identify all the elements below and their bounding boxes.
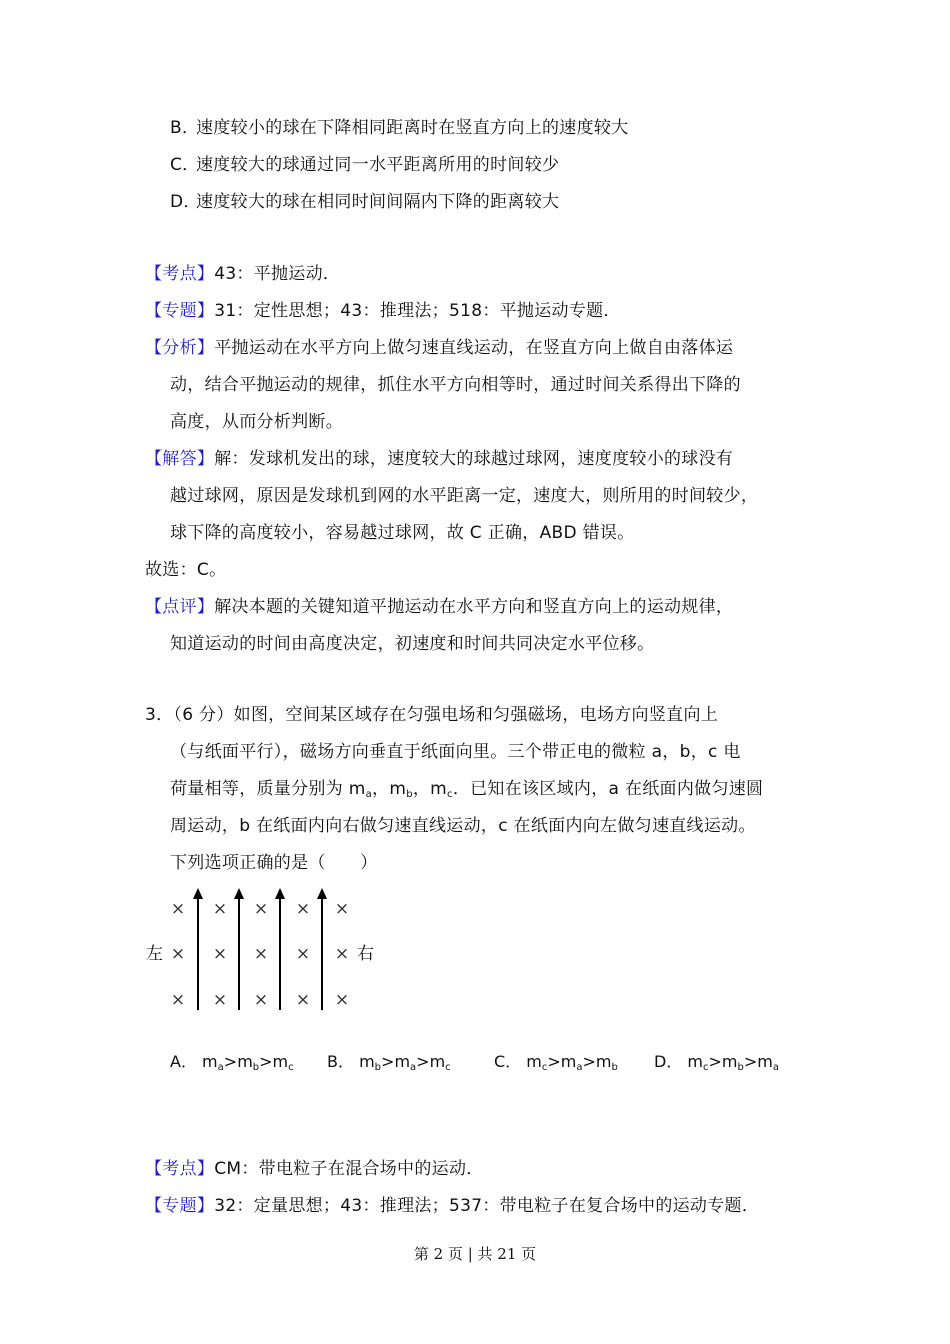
question-line-2: （与纸面平行），磁场方向垂直于纸面向里。三个带正电的微粒 a，b，c 电: [170, 742, 741, 762]
magnetic-cross-icon: ×: [295, 944, 311, 964]
section-text: CM：带电粒子在混合场中的运动．: [214, 1159, 484, 1179]
section-tag: 【专题】: [145, 301, 215, 321]
dianping-q2: [145, 595, 733, 619]
text-part: ．已知在该区域内，a 在纸面内做匀速圆: [452, 779, 764, 799]
text-part: >m: [259, 1052, 289, 1071]
magnetic-cross-icon: ×: [170, 990, 186, 1010]
question-3-stem: [145, 703, 718, 727]
option-label: D．: [170, 192, 201, 212]
choice-d: [654, 1050, 779, 1080]
section-tag: 【点评】: [145, 597, 215, 617]
subscript: c: [288, 1062, 294, 1073]
choice-label: B．: [327, 1052, 354, 1071]
text-part: m: [526, 1052, 542, 1071]
text-part: >m: [381, 1052, 411, 1071]
option-text: 速度较小的球在下降相同距离时在竖直方向上的速度较大: [196, 118, 629, 138]
text-part: >m: [708, 1052, 738, 1071]
choice-b: [327, 1050, 451, 1080]
section-tag: 【解答】: [145, 449, 215, 469]
magnetic-cross-icon: ×: [295, 899, 311, 919]
jieda-q2: [145, 447, 733, 471]
electric-field-arrow-icon: [197, 897, 199, 1010]
subscript: b: [374, 1062, 382, 1073]
text-part: >m: [582, 1052, 612, 1071]
question-line-3: [170, 777, 763, 807]
field-diagram: [140, 885, 400, 1020]
magnetic-cross-icon: ×: [295, 990, 311, 1010]
subscript: a: [217, 1062, 224, 1073]
subscript: a: [576, 1062, 583, 1073]
magnetic-cross-icon: ×: [334, 990, 350, 1010]
dianping-line-2: 知道运动的时间由高度决定，初速度和时间共同决定水平位移。: [170, 634, 655, 654]
electric-field-arrow-icon: [321, 897, 323, 1010]
magnetic-cross-icon: ×: [253, 990, 269, 1010]
subscript: b: [611, 1062, 618, 1073]
page-footer: 第 2 页 | 共 21 页: [413, 1245, 537, 1263]
subscript: b: [252, 1062, 260, 1073]
jieda-line-3: 球下降的高度较小，容易越过球网，故 C 正确，ABD 错误。: [170, 523, 635, 543]
option-c: [170, 153, 559, 177]
zhuanti-q2: [145, 299, 621, 323]
fenxi-q2: [145, 336, 733, 360]
text-part: ，m: [412, 779, 448, 799]
section-text: 32：定量思想；43：推理法；537：带电粒子在复合场中的运动专题．: [214, 1196, 760, 1216]
subscript: a: [772, 1062, 780, 1073]
section-tag: 【考点】: [145, 264, 215, 284]
zhuanti-q3: [145, 1194, 759, 1218]
electric-field-arrow-icon: [238, 897, 240, 1010]
section-text: 43：平抛运动．: [214, 264, 341, 284]
text-part: >m: [547, 1052, 577, 1071]
choice-c: [494, 1050, 618, 1080]
text-part: m: [359, 1052, 375, 1071]
option-label: C．: [170, 155, 200, 175]
subscript: b: [737, 1062, 744, 1073]
question-text: （6 分）如图，空间某区域存在匀强电场和匀强磁场，电场方向竖直向上: [173, 705, 719, 725]
choice-label: A．: [170, 1052, 197, 1071]
text-part: m: [687, 1052, 704, 1071]
magnetic-cross-icon: ×: [253, 899, 269, 919]
magnetic-cross-icon: ×: [212, 944, 228, 964]
left-label: 左: [146, 944, 163, 964]
choice-label: C．: [494, 1052, 522, 1071]
subscript: c: [541, 1062, 548, 1073]
section-tag: 【分析】: [145, 338, 215, 358]
question-number: 3．: [145, 705, 174, 725]
choice-label: D．: [654, 1052, 683, 1071]
subscript: a: [410, 1062, 417, 1073]
option-text: 速度较大的球在相同时间间隔内下降的距离较大: [196, 192, 560, 212]
section-tag: 【专题】: [145, 1196, 215, 1216]
electric-field-arrow-icon: [279, 897, 281, 1010]
option-d: [170, 190, 559, 214]
text-part: ，m: [372, 779, 407, 799]
fenxi-line-2: 动，结合平抛运动的规律，抓住水平方向相等时，通过时间关系得出下降的: [170, 375, 741, 395]
kaodian-q3: [145, 1157, 484, 1181]
answer-line: 故选：C。: [145, 560, 227, 580]
text-part: m: [202, 1052, 218, 1071]
text-part: >m: [416, 1052, 446, 1071]
question-line-5: 下列选项正确的是（ ）: [170, 853, 378, 873]
kaodian-q2: [145, 262, 340, 286]
magnetic-cross-icon: ×: [170, 944, 186, 964]
subscript: c: [703, 1062, 709, 1073]
text-part: >m: [223, 1052, 253, 1071]
choice-a: [170, 1050, 294, 1080]
jieda-line-2: 越过球网，原因是发球机到网的水平距离一定，速度大，则所用的时间较少，: [170, 486, 759, 506]
right-label: 右: [357, 944, 374, 964]
magnetic-cross-icon: ×: [170, 899, 186, 919]
option-b: [170, 116, 629, 140]
magnetic-cross-icon: ×: [334, 899, 350, 919]
subscript: b: [406, 789, 413, 800]
section-text: 解：发球机发出的球，速度较大的球越过球网，速度度较小的球没有: [214, 449, 734, 469]
section-text: 31：定性思想；43：推理法；518：平抛运动专题．: [214, 301, 621, 321]
section-tag: 【考点】: [145, 1159, 215, 1179]
text-part: >m: [743, 1052, 773, 1071]
section-text: 解决本题的关键知道平抛运动在水平方向和竖直方向上的运动规律，: [214, 597, 734, 617]
magnetic-cross-icon: ×: [253, 944, 269, 964]
fenxi-line-3: 高度，从而分析判断。: [170, 412, 343, 432]
subscript: c: [445, 1062, 451, 1073]
subscript: a: [365, 789, 373, 800]
question-line-4: 周运动，b 在纸面内向右做匀速直线运动，c 在纸面内向左做匀速直线运动。: [170, 816, 756, 836]
magnetic-cross-icon: ×: [212, 899, 228, 919]
option-label: B．: [170, 118, 200, 138]
option-text: 速度较大的球通过同一水平距离所用的时间较少: [196, 155, 560, 175]
subscript: c: [447, 789, 453, 800]
magnetic-cross-icon: ×: [212, 990, 228, 1010]
text-part: 荷量相等，质量分别为 m: [170, 779, 366, 799]
magnetic-cross-icon: ×: [334, 944, 350, 964]
section-text: 平抛运动在水平方向上做匀速直线运动，在竖直方向上做自由落体运: [214, 338, 734, 358]
